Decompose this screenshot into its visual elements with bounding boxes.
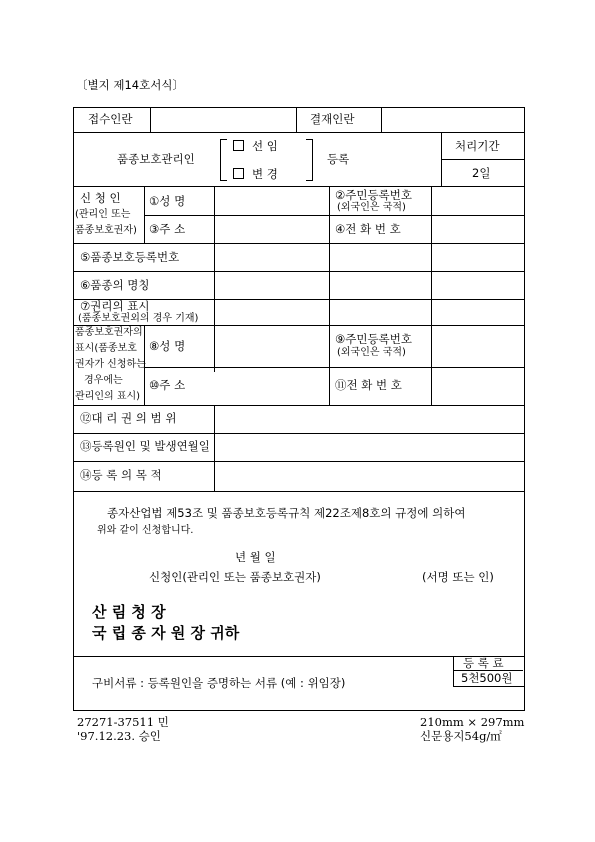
holder-name-label: ⑧성 명 — [149, 339, 186, 353]
holder-reg-label: (외국인은 국적) — [337, 347, 406, 358]
date-line: 년 월 일 — [235, 550, 276, 564]
paper-size: 210mm × 297mm — [420, 715, 525, 729]
divider — [73, 325, 525, 326]
divider — [73, 132, 525, 133]
form-code: 27271-37511 민 — [77, 715, 169, 729]
variety-name-label: ⑥품종의 명칭 — [80, 278, 150, 292]
right-display-label: ⑦권리의 표시 — [80, 299, 150, 313]
addressee-line1: 산 림 청 장 — [92, 603, 166, 621]
sign-label: (서명 또는 인) — [422, 570, 494, 584]
signer-label: 신청인(관리인 또는 품종보호권자) — [149, 570, 321, 584]
protection-number-label: ⑤품종보호등록번호 — [80, 250, 180, 264]
holder-group-label: 권자가 신청하는 — [75, 359, 146, 370]
divider — [73, 186, 525, 187]
applicant-reg-label: (외국인은 국적) — [337, 202, 406, 213]
decision-stamp-label: 결재인란 — [310, 112, 355, 126]
checkbox-appoint[interactable] — [233, 140, 244, 151]
divider — [214, 405, 215, 491]
divider — [296, 107, 297, 132]
applicant-group-label: (관리인 또는 — [75, 209, 131, 220]
holder-group-label: 관리인의 표시) — [75, 391, 141, 402]
holder-group-label: 경우에는 — [84, 375, 123, 386]
right-display-note: (품종보호권외의 경우 기재) — [78, 313, 199, 324]
fee-value: 5천500원 — [461, 671, 513, 685]
divider — [441, 159, 524, 160]
divider — [73, 433, 525, 434]
form-title-suffix: 등록 — [327, 152, 350, 166]
holder-reg-label: ⑨주민등록번호 — [335, 332, 412, 346]
divider — [381, 107, 382, 132]
divider — [73, 491, 525, 492]
receipt-stamp-label: 접수인란 — [88, 112, 133, 126]
approval-date: '97.12.23. 승인 — [77, 729, 161, 743]
holder-group-label: 표시(품종보호 — [75, 343, 137, 354]
divider — [144, 367, 524, 368]
divider — [150, 107, 151, 132]
statement-line1: 종자산업법 제53조 및 품종보호등록규칙 제22조제8호의 규정에 의하여 — [107, 506, 466, 520]
purpose-label: ⑭등 록 의 목 적 — [80, 468, 162, 482]
left-bracket — [220, 139, 227, 181]
option-change[interactable]: 변 경 — [233, 168, 278, 181]
applicant-reg-label: ②주민등록번호 — [335, 188, 412, 202]
holder-address-label: ⑩주 소 — [149, 378, 186, 392]
right-bracket — [306, 139, 313, 181]
cause-label: ⑬등록원인 및 발생연월일 — [80, 439, 210, 453]
divider — [73, 271, 525, 272]
checkbox-change[interactable] — [233, 168, 244, 179]
divider — [73, 243, 525, 244]
divider — [144, 215, 524, 216]
divider — [431, 186, 432, 405]
divider — [73, 405, 525, 406]
divider — [214, 186, 215, 372]
addressee-line2: 국 립 종 자 원 장 귀하 — [92, 624, 240, 642]
divider — [73, 461, 525, 462]
applicant-group-label: 품종보호권자) — [75, 225, 137, 236]
form-number: 〔별지 제14호서식〕 — [76, 78, 184, 92]
option-appoint[interactable]: 선 임 — [233, 140, 278, 153]
processing-period-label: 처리기간 — [455, 139, 500, 153]
statement-line2: 위와 같이 신청합니다. — [97, 525, 194, 536]
fee-label: 등 록 료 — [463, 656, 504, 670]
applicant-address-label: ③주 소 — [149, 222, 186, 236]
paper-type: 신문용지54g/㎡ — [420, 729, 502, 743]
applicant-group-label: 신 청 인 — [80, 191, 121, 205]
applicant-name-label: ①성 명 — [149, 194, 186, 208]
applicant-phone-label: ④전 화 번 호 — [335, 222, 401, 236]
processing-period-value: 2일 — [472, 166, 491, 180]
form-title-prefix: 품종보호관리인 — [117, 152, 195, 166]
holder-group-label: 품종보호권자의 — [75, 327, 143, 338]
divider — [329, 186, 330, 405]
holder-phone-label: ⑪전 화 번 호 — [335, 378, 402, 392]
scope-label: ⑫대 리 권 의 범 위 — [80, 411, 177, 425]
required-documents: 구비서류 : 등록원인을 증명하는 서류 (예 : 위임장) — [92, 676, 346, 690]
